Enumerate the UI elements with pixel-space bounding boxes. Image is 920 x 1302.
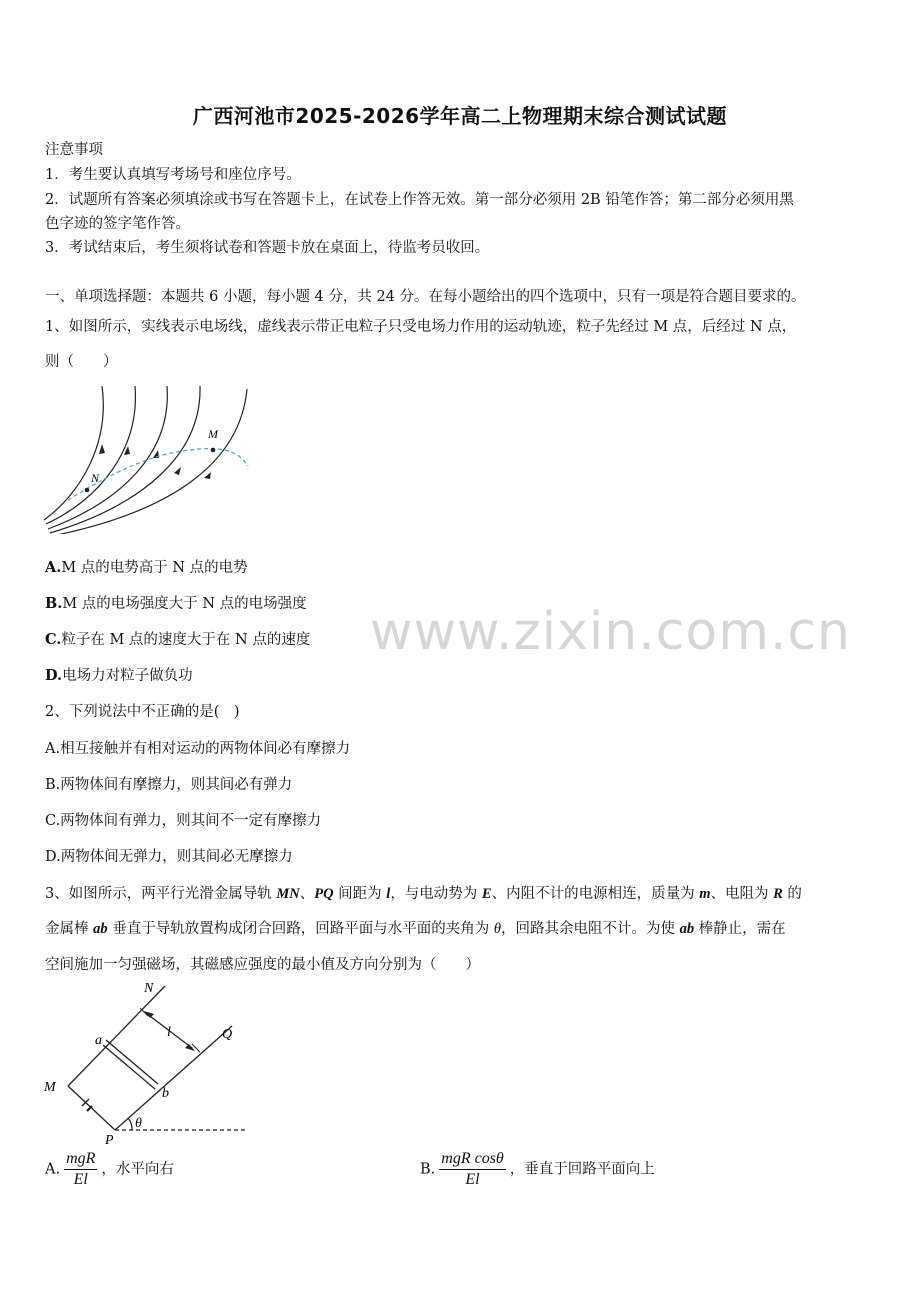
q3-option-b-fraction <box>439 1150 506 1189</box>
q2-option-c: C.两物体间有弹力，则其间不一定有摩擦力 <box>45 813 322 829</box>
q3-text: ，回路其余电阻不计。为使 <box>500 921 680 937</box>
q2-option-a: A.相互接触并有相对运动的两物体间必有摩擦力 <box>45 741 351 757</box>
label-n: N <box>144 981 154 996</box>
q1-option-c-text: 粒子在 M 点的速度大于在 N 点的速度 <box>61 632 311 648</box>
q3-text: 棒静止，需在 <box>694 921 786 937</box>
label-n: N <box>91 471 100 485</box>
q3-var-mn: MN <box>276 886 300 902</box>
q3-text: 的 <box>782 886 802 902</box>
q3-rail-figure <box>40 978 260 1148</box>
q1-option-d <box>45 664 193 685</box>
field-line-4 <box>50 386 200 533</box>
label-a: a <box>95 1033 102 1048</box>
q3-text: 、 <box>299 886 315 902</box>
notice-item-1: 1．考生要认真填写考场号和座位序号。 <box>45 167 301 183</box>
q3-var-e: E <box>481 886 492 902</box>
q1-option-d-letter: D. <box>45 667 63 684</box>
rod-ab-1 <box>106 1040 158 1084</box>
q1-option-b-text: M 点的电场强度大于 N 点的电场强度 <box>62 596 307 612</box>
arrow-5 <box>204 472 211 479</box>
q3-option-b <box>420 1150 655 1189</box>
q2-option-b: B.两物体间有摩擦力，则其间必有弹力 <box>45 777 293 793</box>
q1-option-c <box>45 628 310 649</box>
q3-text: ，与电动势为 <box>390 886 482 902</box>
angle-arc <box>128 1118 132 1130</box>
q3-stem-line2 <box>45 917 786 938</box>
q3-var-theta: θ <box>493 921 501 937</box>
q3-option-a-fraction <box>64 1150 97 1189</box>
q3-var-pq: PQ <box>314 886 334 902</box>
q3-var-r: R <box>773 886 783 902</box>
label-p: P <box>105 1133 114 1148</box>
q2-option-d: D.两物体间无弹力，则其间必无摩擦力 <box>45 849 293 865</box>
section-heading: 一、单项选择题：本题共 6 小题，每小题 4 分，共 24 分。在每小题给出的四个选项中，只有一项是符合题目要求的。 <box>45 289 806 305</box>
field-arrows <box>99 444 211 479</box>
notice-item-2: 2．试题所有答案必须填涂或书写在答题卡上，在试卷上作答无效。第一部分必须用 2B 铅笔作答；第二部分必须用黑 <box>45 192 794 208</box>
notice-item-3: 3．考试结束后，考生须将试卷和答题卡放在桌面上，待监考员收回。 <box>45 240 490 256</box>
notice-heading: 注意事项 <box>45 142 103 158</box>
rail-mn <box>68 986 165 1086</box>
rail-pq <box>115 1026 232 1130</box>
q3-option-a-text: ，水平向右 <box>101 1161 174 1178</box>
q1-option-a <box>45 556 248 577</box>
rod-ab-2 <box>103 1045 155 1089</box>
label-b: b <box>162 1086 169 1101</box>
arrow-4 <box>174 467 181 475</box>
page-title: 广西河池市2025-2026学年高二上物理期末综合测试试题 <box>192 104 728 128</box>
point-n <box>85 488 90 493</box>
arrow-1 <box>99 444 105 454</box>
q1-field-figure <box>40 384 260 534</box>
label-l: l <box>167 1025 171 1040</box>
field-line-5 <box>52 389 247 534</box>
q3-var-ab: ab <box>93 921 108 937</box>
fraction-denominator: El <box>465 1171 480 1188</box>
q3-var-ab: ab <box>679 921 695 937</box>
q3-stem-line1 <box>45 882 802 903</box>
field-line-3 <box>48 386 167 529</box>
q3-option-b-letter: B. <box>420 1161 436 1178</box>
q3-text: 、电阻为 <box>710 886 774 902</box>
q1-option-b-letter: B. <box>45 595 63 612</box>
label-q: Q <box>222 1027 233 1042</box>
fraction-numerator: mgR cosθ <box>439 1150 506 1170</box>
point-m <box>211 448 216 453</box>
fraction-numerator: mgR <box>64 1150 97 1170</box>
watermark: www.zixin.com.cn <box>370 602 851 662</box>
q1-option-a-letter: A. <box>45 559 62 576</box>
q1-stem-line2: 则（ ） <box>45 354 118 370</box>
field-line-1 <box>44 386 103 520</box>
q2-stem: 2、下列说法中不正确的是( ) <box>45 704 240 720</box>
q3-stem-line3: 空间施加一匀强磁场，其磁感应强度的最小值及方向分别为（ ） <box>45 957 480 973</box>
label-theta: θ <box>135 1116 142 1131</box>
fraction-denominator: El <box>73 1171 88 1188</box>
q1-option-a-text: M 点的电势高于 N 点的电势 <box>61 560 248 576</box>
q1-option-c-letter: C. <box>45 631 62 648</box>
q1-stem-line1: 1、如图所示，实线表示电场线，虚线表示带正电粒子只受电场力作用的运动轨迹，粒子先经过 M 点，后经过 N 点， <box>45 319 797 335</box>
q3-text: 间距为 <box>333 886 387 902</box>
label-m: M <box>208 427 218 441</box>
q1-option-d-text: 电场力对粒子做负功 <box>62 668 193 684</box>
q3-text: 金属棒 <box>45 921 94 937</box>
q3-option-b-text: ，垂直于回路平面向上 <box>509 1161 655 1178</box>
q3-option-a <box>45 1150 174 1189</box>
q3-text: 3、如图所示，两平行光滑金属导轨 <box>45 886 277 902</box>
q3-option-a-letter: A. <box>45 1161 61 1178</box>
q3-text: 垂直于导轨放置构成闭合回路，回路平面与水平面的夹角为 <box>107 921 494 937</box>
q1-option-b <box>45 592 307 613</box>
tick-bottom <box>192 1044 200 1052</box>
notice-item-2-cont: 色字迹的签字笔作答。 <box>45 216 190 232</box>
q3-var-m: m <box>699 886 711 902</box>
q3-var-l: l <box>386 886 391 902</box>
arrowhead-top <box>144 1011 154 1018</box>
label-m: M <box>44 1080 56 1095</box>
q3-text: 、内阻不计的电源相连，质量为 <box>491 886 700 902</box>
